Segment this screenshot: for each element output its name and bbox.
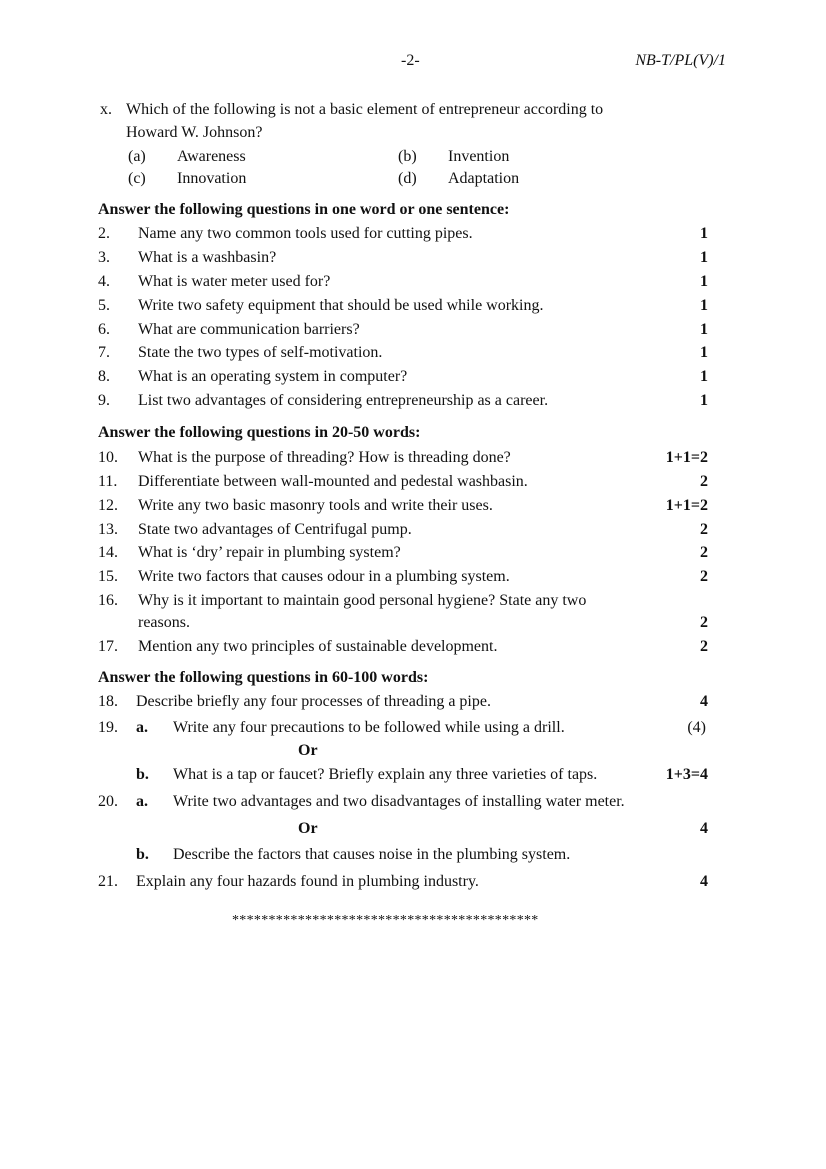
question-text: Write two advantages and two disadvantages of installing water meter. bbox=[173, 793, 625, 810]
question-text: Describe the factors that causes noise in the plumbing system. bbox=[173, 846, 571, 863]
marks: 4 bbox=[700, 693, 708, 710]
sub-question-label: a. bbox=[136, 719, 148, 736]
marks: 1 bbox=[700, 225, 708, 242]
question-text: Name any two common tools used for cutting pipes. bbox=[138, 225, 473, 242]
question-text: What are communication barriers? bbox=[138, 321, 360, 338]
marks: 2 bbox=[700, 521, 708, 538]
question-number: 19. bbox=[98, 719, 118, 736]
marks: 2 bbox=[700, 473, 708, 490]
question-number: 14. bbox=[98, 544, 118, 561]
marks: 1+1=2 bbox=[665, 497, 708, 514]
page-number: -2- bbox=[401, 52, 420, 69]
marks: 1 bbox=[700, 249, 708, 266]
marks: 1 bbox=[700, 321, 708, 338]
option-label: (b) bbox=[398, 148, 417, 165]
question-text: Write any two basic masonry tools and write their uses. bbox=[138, 497, 493, 514]
question-number: 5. bbox=[98, 297, 110, 314]
option-label: (a) bbox=[128, 148, 146, 165]
marks: 1+1=2 bbox=[665, 449, 708, 466]
question-number: 2. bbox=[98, 225, 110, 242]
option-label: (d) bbox=[398, 170, 417, 187]
section-heading: Answer the following questions in 20-50 words: bbox=[98, 424, 421, 441]
question-number: 3. bbox=[98, 249, 110, 266]
question-text: Why is it important to maintain good personal hygiene? State any two bbox=[138, 592, 587, 609]
option-text: Adaptation bbox=[448, 170, 520, 187]
question-number: 18. bbox=[98, 693, 118, 710]
option-text: Awareness bbox=[177, 148, 246, 165]
question-number: 7. bbox=[98, 344, 110, 361]
question-text: What is water meter used for? bbox=[138, 273, 331, 290]
question-text: What is a washbasin? bbox=[138, 249, 277, 266]
question-text: List two advantages of considering entrepreneurship as a career. bbox=[138, 392, 549, 409]
question-number: x. bbox=[100, 101, 112, 118]
question-text: What is ‘dry’ repair in plumbing system? bbox=[138, 544, 401, 561]
question-text: What is an operating system in computer? bbox=[138, 368, 408, 385]
question-text: State the two types of self-motivation. bbox=[138, 344, 383, 361]
question-text: reasons. bbox=[138, 614, 190, 631]
question-text: Mention any two principles of sustainable development. bbox=[138, 638, 498, 655]
question-text: Which of the following is not a basic element of entrepreneur according to bbox=[126, 101, 604, 118]
marks: 2 bbox=[700, 638, 708, 655]
question-text: Write two safety equipment that should be used while working. bbox=[138, 297, 544, 314]
question-number: 10. bbox=[98, 449, 118, 466]
sub-question-label: b. bbox=[136, 766, 149, 783]
question-number: 4. bbox=[98, 273, 110, 290]
marks: (4) bbox=[687, 719, 706, 736]
marks: 2 bbox=[700, 568, 708, 585]
question-text: State two advantages of Centrifugal pump. bbox=[138, 521, 412, 538]
question-number: 6. bbox=[98, 321, 110, 338]
sub-question-label: a. bbox=[136, 793, 148, 810]
question-number: 11. bbox=[98, 473, 118, 490]
marks: 1+3=4 bbox=[665, 766, 708, 783]
question-text: What is the purpose of threading? How is threading done? bbox=[138, 449, 511, 466]
question-number: 21. bbox=[98, 873, 118, 890]
marks: 1 bbox=[700, 273, 708, 290]
question-text: Explain any four hazards found in plumbing industry. bbox=[136, 873, 479, 890]
question-number: 16. bbox=[98, 592, 118, 609]
option-text: Innovation bbox=[177, 170, 247, 187]
marks: 1 bbox=[700, 392, 708, 409]
question-text: Describe briefly any four processes of threading a pipe. bbox=[136, 693, 491, 710]
paper-code: NB-T/PL(V)/1 bbox=[635, 52, 726, 69]
marks: 4 bbox=[700, 820, 708, 837]
sub-question-label: b. bbox=[136, 846, 149, 863]
question-number: 13. bbox=[98, 521, 118, 538]
question-text: Write two factors that causes odour in a plumbing system. bbox=[138, 568, 510, 585]
question-number: 15. bbox=[98, 568, 118, 585]
or-separator: Or bbox=[298, 820, 318, 837]
marks: 1 bbox=[700, 344, 708, 361]
marks: 2 bbox=[700, 544, 708, 561]
question-text: Write any four precautions to be followed while using a drill. bbox=[173, 719, 565, 736]
or-separator: Or bbox=[298, 742, 318, 759]
question-text: Howard W. Johnson? bbox=[126, 124, 263, 141]
question-number: 9. bbox=[98, 392, 110, 409]
marks: 1 bbox=[700, 297, 708, 314]
option-label: (c) bbox=[128, 170, 146, 187]
marks: 2 bbox=[700, 614, 708, 631]
question-text: Differentiate between wall-mounted and pedestal washbasin. bbox=[138, 473, 528, 490]
question-number: 12. bbox=[98, 497, 118, 514]
section-heading: Answer the following questions in 60-100 words: bbox=[98, 669, 429, 686]
end-stars: ****************************************** bbox=[232, 913, 539, 928]
question-text: What is a tap or faucet? Briefly explain any three varieties of taps. bbox=[173, 766, 598, 783]
question-number: 17. bbox=[98, 638, 118, 655]
question-number: 20. bbox=[98, 793, 118, 810]
option-text: Invention bbox=[448, 148, 510, 165]
section-heading: Answer the following questions in one word or one sentence: bbox=[98, 201, 510, 218]
marks: 4 bbox=[700, 873, 708, 890]
question-number: 8. bbox=[98, 368, 110, 385]
marks: 1 bbox=[700, 368, 708, 385]
